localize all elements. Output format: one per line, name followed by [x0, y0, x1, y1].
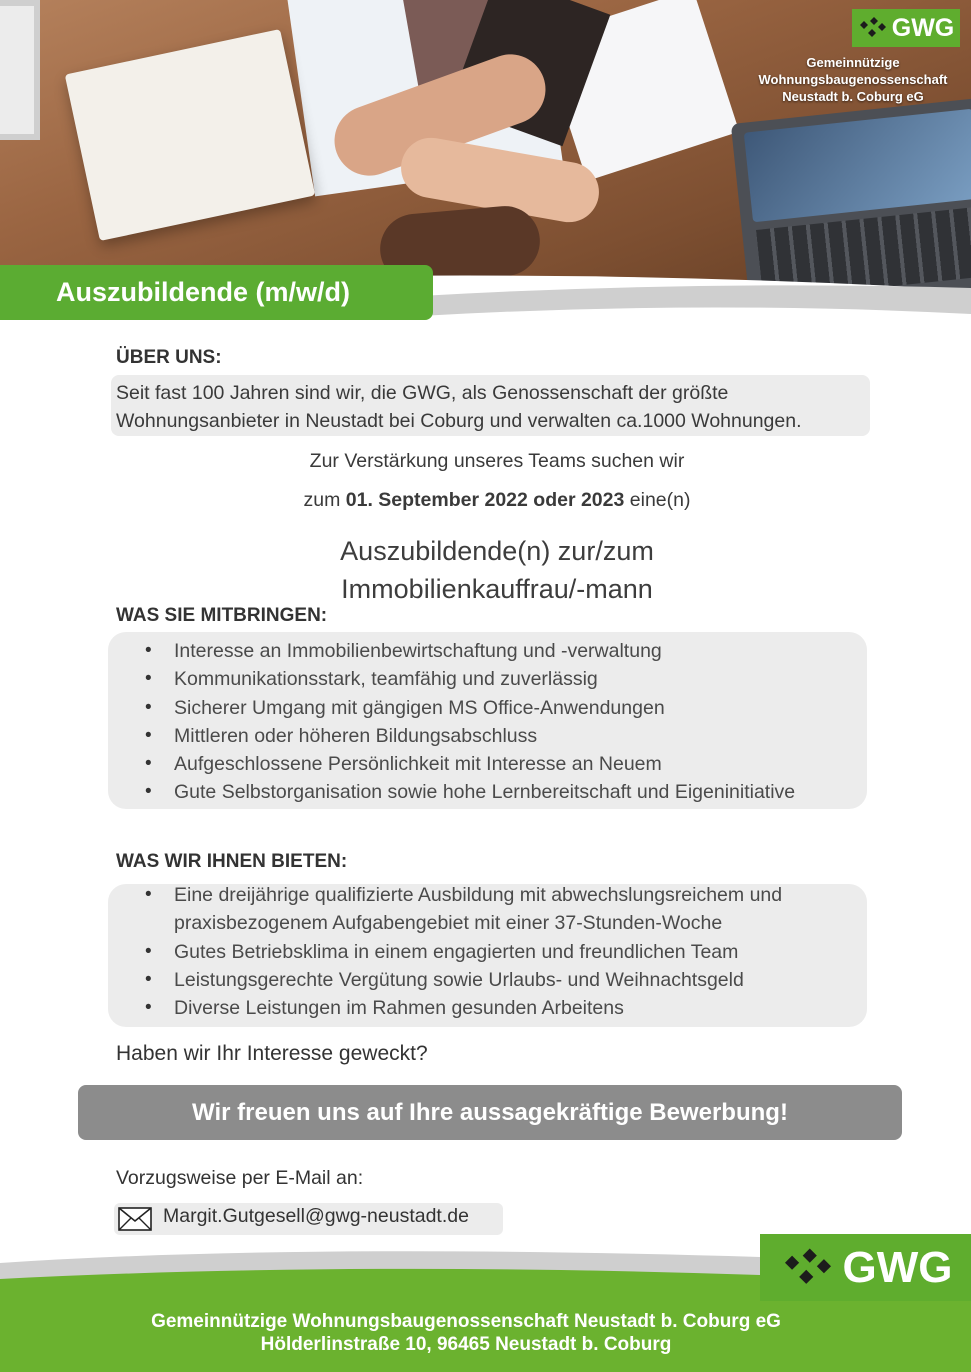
list-item: • Interesse an Immobilienbewirtschaftung und -verwaltung: [145, 637, 795, 665]
position-line-2: Immobilienkauffrau/-mann: [341, 574, 653, 604]
intro-suffix: eine(n): [624, 489, 691, 511]
position-line-1: Auszubildende(n) zur/zum: [340, 536, 654, 566]
intro-line-1: Zur Verstärkung unseres Teams suchen wir: [309, 450, 685, 472]
about-line-2: Wohnungsanbieter in Neustadt bei Coburg und verwalten ca.1000 Wohnungen.: [116, 410, 802, 432]
requirements-heading: WAS SIE MITBRINGEN:: [116, 605, 328, 626]
about-text: [116, 379, 802, 435]
application-call-to-action: Wir freuen uns auf Ihre aussagekräftige Bewerbung!: [78, 1085, 902, 1140]
gwg-logo-footer: [760, 1234, 971, 1301]
gwg-logo: [852, 9, 960, 47]
requirements-list: [145, 637, 795, 807]
list-item: • Gutes Betriebsklima in einem engagierten und freundlichen Team: [145, 938, 845, 966]
list-item: • Eine dreijährige qualifizierte Ausbildung mit abwechslungsreichem und praxisbezogenem Aufgabengebiet mit einer 37-Stunden-Woche: [145, 881, 845, 938]
company-line-1: Gemeinnützige: [806, 55, 900, 70]
list-item: • Kommunikationsstark, teamfähig und zuverlässig: [145, 665, 795, 693]
logo-wordmark: GWG: [842, 1242, 953, 1292]
list-item: • Aufgeschlossene Persönlichkeit mit Interesse an Neuem: [145, 750, 795, 778]
interest-question: Haben wir Ihr Interesse geweckt?: [116, 1042, 428, 1065]
footer-address: Hölderlinstraße 10, 96465 Neustadt b. Coburg: [260, 1334, 672, 1355]
envelope-icon: [118, 1207, 152, 1231]
job-title: Auszubildende (m/w/d): [56, 277, 350, 307]
company-name-header: [742, 54, 964, 105]
list-item: • Sicherer Umgang mit gängigen MS Office-Anwendungen: [145, 694, 795, 722]
footer-company: Gemeinnützige Wohnungsbaugenossenschaft Neustadt b. Coburg eG: [151, 1311, 781, 1332]
about-heading: ÜBER UNS:: [116, 347, 222, 368]
company-line-3: Neustadt b. Coburg eG: [782, 89, 924, 104]
start-date: 01. September 2022 oder 2023: [345, 489, 625, 511]
intro-prefix: zum: [303, 489, 346, 511]
gwg-logo-icon: [858, 15, 888, 41]
job-title-banner: [0, 265, 433, 320]
list-item: • Mittleren oder höheren Bildungsabschluss: [145, 722, 795, 750]
company-line-2: Wohnungsbaugenossenschaft: [758, 72, 948, 87]
email-link[interactable]: Margit.Gutgesell@gwg-neustadt.de: [163, 1205, 469, 1227]
offer-heading: WAS WIR IHNEN BIETEN:: [116, 851, 348, 872]
logo-wordmark: GWG: [891, 13, 955, 42]
about-line-1: Seit fast 100 Jahren sind wir, die GWG, als Genossenschaft der größte: [116, 382, 729, 404]
gwg-logo-icon: [779, 1245, 837, 1291]
list-item: • Diverse Leistungen im Rahmen gesunden Arbeitens: [145, 994, 845, 1022]
list-item: • Gute Selbstorganisation sowie hohe Lernbereitschaft und Eigeninitiative: [145, 778, 795, 806]
contact-label: Vorzugsweise per E-Mail an:: [116, 1167, 364, 1189]
intro-line-2: [0, 486, 971, 514]
list-item: • Leistungsgerechte Vergütung sowie Urlaubs- und Weihnachtsgeld: [145, 966, 845, 994]
position-title: [0, 532, 971, 608]
offer-list: [145, 881, 845, 1022]
